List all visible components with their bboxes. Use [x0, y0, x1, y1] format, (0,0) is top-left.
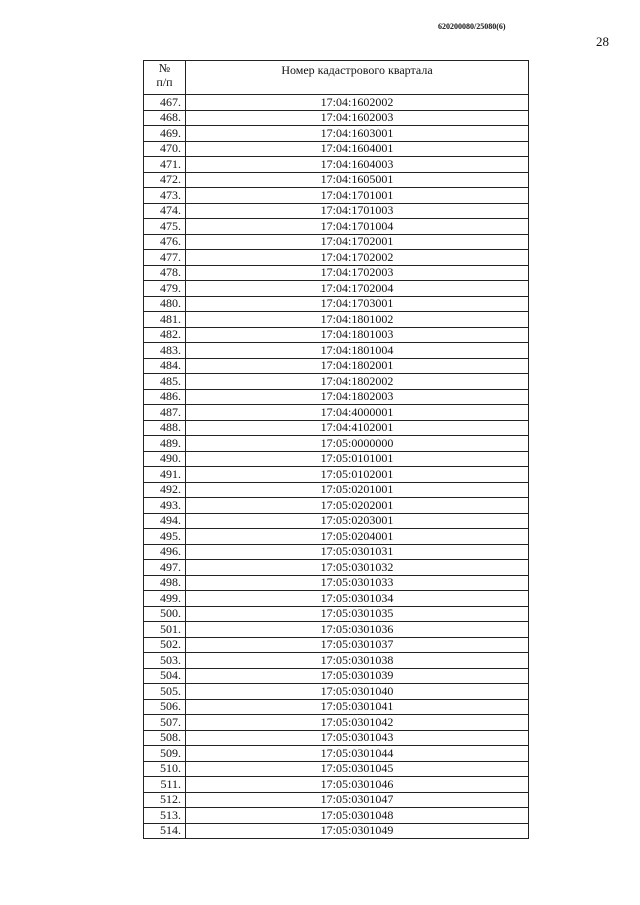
- row-number: 505.: [144, 684, 186, 700]
- header-number-abbrev: п/п: [156, 75, 173, 89]
- row-number: 476.: [144, 234, 186, 250]
- row-number: 511.: [144, 777, 186, 793]
- table-row: [144, 575, 529, 591]
- cadastral-quarter-number: 17:05:0301042: [186, 715, 529, 731]
- cadastral-quarter-number: 17:04:1802001: [186, 358, 529, 374]
- table-row: [144, 730, 529, 746]
- table-row: [144, 327, 529, 343]
- row-number: 502.: [144, 637, 186, 653]
- table-row: [144, 591, 529, 607]
- cadastral-quarter-number: 17:04:1801002: [186, 312, 529, 328]
- row-number: 498.: [144, 575, 186, 591]
- row-number: 486.: [144, 389, 186, 405]
- row-number: 478.: [144, 265, 186, 281]
- row-number: 496.: [144, 544, 186, 560]
- cadastral-quarter-number: 17:05:0301040: [186, 684, 529, 700]
- row-number: 506.: [144, 699, 186, 715]
- cadastral-quarter-number: 17:04:1702001: [186, 234, 529, 250]
- table-row: [144, 792, 529, 808]
- row-number: 477.: [144, 250, 186, 266]
- row-number: 495.: [144, 529, 186, 545]
- cadastral-quarter-number: 17:04:1802003: [186, 389, 529, 405]
- header-number-column: [144, 61, 186, 95]
- cadastral-quarter-number: 17:04:1701001: [186, 188, 529, 204]
- row-number: 508.: [144, 730, 186, 746]
- table-row: [144, 684, 529, 700]
- row-number: 493.: [144, 498, 186, 514]
- table-row: [144, 513, 529, 529]
- table-row: [144, 265, 529, 281]
- row-number: 487.: [144, 405, 186, 421]
- table-row: [144, 296, 529, 312]
- row-number: 474.: [144, 203, 186, 219]
- table-row: [144, 498, 529, 514]
- row-number: 485.: [144, 374, 186, 390]
- row-number: 481.: [144, 312, 186, 328]
- table-row: [144, 219, 529, 235]
- table-row: [144, 606, 529, 622]
- table-row: [144, 420, 529, 436]
- table-row: [144, 715, 529, 731]
- row-number: 482.: [144, 327, 186, 343]
- cadastral-quarter-number: 17:05:0101001: [186, 451, 529, 467]
- row-number: 489.: [144, 436, 186, 452]
- table-row: [144, 637, 529, 653]
- cadastral-quarter-number: 17:05:0201001: [186, 482, 529, 498]
- cadastral-quarter-number: 17:05:0301031: [186, 544, 529, 560]
- table-row: [144, 451, 529, 467]
- table-body: [144, 95, 529, 839]
- table-row: [144, 95, 529, 111]
- row-number: 500.: [144, 606, 186, 622]
- row-number: 468.: [144, 110, 186, 126]
- row-number: 488.: [144, 420, 186, 436]
- table-row: [144, 172, 529, 188]
- row-number: 480.: [144, 296, 186, 312]
- row-number: 504.: [144, 668, 186, 684]
- row-number: 512.: [144, 792, 186, 808]
- table-row: [144, 761, 529, 777]
- table-header-row: [144, 61, 529, 95]
- table-row: [144, 126, 529, 142]
- header-cadastral-number: Номер кадастрового квартала: [186, 61, 529, 95]
- document-number: 620200080/25080(6): [438, 22, 506, 31]
- cadastral-quarter-number: 17:05:0301038: [186, 653, 529, 669]
- table-row: [144, 823, 529, 839]
- row-number: 509.: [144, 746, 186, 762]
- table-row: [144, 281, 529, 297]
- table-row: [144, 622, 529, 638]
- cadastral-quarter-number: 17:05:0301044: [186, 746, 529, 762]
- row-number: 483.: [144, 343, 186, 359]
- table-row: [144, 110, 529, 126]
- table-row: [144, 746, 529, 762]
- row-number: 473.: [144, 188, 186, 204]
- row-number: 475.: [144, 219, 186, 235]
- cadastral-quarters-table: [143, 60, 529, 839]
- cadastral-quarter-number: 17:05:0301048: [186, 808, 529, 824]
- row-number: 490.: [144, 451, 186, 467]
- table-row: [144, 653, 529, 669]
- row-number: 513.: [144, 808, 186, 824]
- table-row: [144, 250, 529, 266]
- row-number: 467.: [144, 95, 186, 111]
- cadastral-quarter-number: 17:05:0301034: [186, 591, 529, 607]
- row-number: 497.: [144, 560, 186, 576]
- cadastral-quarter-number: 17:05:0102001: [186, 467, 529, 483]
- cadastral-quarter-number: 17:04:1603001: [186, 126, 529, 142]
- row-number: 470.: [144, 141, 186, 157]
- table-row: [144, 343, 529, 359]
- cadastral-quarter-number: 17:05:0301036: [186, 622, 529, 638]
- cadastral-quarter-number: 17:04:1604003: [186, 157, 529, 173]
- row-number: 501.: [144, 622, 186, 638]
- row-number: 492.: [144, 482, 186, 498]
- table-row: [144, 312, 529, 328]
- cadastral-quarter-number: 17:05:0301035: [186, 606, 529, 622]
- cadastral-quarter-number: 17:05:0301049: [186, 823, 529, 839]
- cadastral-quarter-number: 17:05:0301043: [186, 730, 529, 746]
- row-number: 479.: [144, 281, 186, 297]
- cadastral-quarter-number: 17:05:0203001: [186, 513, 529, 529]
- row-number: 469.: [144, 126, 186, 142]
- table-row: [144, 529, 529, 545]
- table-row: [144, 467, 529, 483]
- row-number: 507.: [144, 715, 186, 731]
- cadastral-quarter-number: 17:05:0301033: [186, 575, 529, 591]
- cadastral-quarter-number: 17:04:1702004: [186, 281, 529, 297]
- table-row: [144, 560, 529, 576]
- row-number: 510.: [144, 761, 186, 777]
- cadastral-quarter-number: 17:04:1802002: [186, 374, 529, 390]
- table-row: [144, 544, 529, 560]
- table-row: [144, 203, 529, 219]
- table-row: [144, 157, 529, 173]
- table-row: [144, 234, 529, 250]
- cadastral-quarter-number: 17:04:1702002: [186, 250, 529, 266]
- row-number: 471.: [144, 157, 186, 173]
- cadastral-quarter-number: 17:05:0301047: [186, 792, 529, 808]
- cadastral-quarter-number: 17:04:1701004: [186, 219, 529, 235]
- page-number: 28: [596, 34, 609, 49]
- cadastral-quarter-number: 17:05:0301037: [186, 637, 529, 653]
- table-row: [144, 699, 529, 715]
- table-row: [144, 405, 529, 421]
- table-row: [144, 188, 529, 204]
- cadastral-quarter-number: 17:05:0301045: [186, 761, 529, 777]
- row-number: 494.: [144, 513, 186, 529]
- cadastral-quarter-number: 17:05:0301046: [186, 777, 529, 793]
- table-row: [144, 374, 529, 390]
- row-number: 499.: [144, 591, 186, 607]
- cadastral-quarter-number: 17:05:0000000: [186, 436, 529, 452]
- row-number: 514.: [144, 823, 186, 839]
- cadastral-quarter-number: 17:04:1801003: [186, 327, 529, 343]
- row-number: 491.: [144, 467, 186, 483]
- cadastral-quarter-number: 17:04:1605001: [186, 172, 529, 188]
- table-row: [144, 141, 529, 157]
- cadastral-quarter-number: 17:05:0301039: [186, 668, 529, 684]
- cadastral-quarter-number: 17:04:1701003: [186, 203, 529, 219]
- table-row: [144, 389, 529, 405]
- cadastral-quarter-number: 17:04:4000001: [186, 405, 529, 421]
- table-row: [144, 436, 529, 452]
- cadastral-quarter-number: 17:04:4102001: [186, 420, 529, 436]
- cadastral-quarter-number: 17:04:1604001: [186, 141, 529, 157]
- cadastral-quarter-number: 17:05:0301041: [186, 699, 529, 715]
- row-number: 503.: [144, 653, 186, 669]
- cadastral-quarter-number: 17:05:0204001: [186, 529, 529, 545]
- cadastral-quarter-number: 17:04:1801004: [186, 343, 529, 359]
- cadastral-quarter-number: 17:05:0301032: [186, 560, 529, 576]
- row-number: 472.: [144, 172, 186, 188]
- table-row: [144, 808, 529, 824]
- table-row: [144, 358, 529, 374]
- cadastral-quarter-number: 17:04:1602003: [186, 110, 529, 126]
- cadastral-quarter-number: 17:04:1703001: [186, 296, 529, 312]
- row-number: 484.: [144, 358, 186, 374]
- table-row: [144, 482, 529, 498]
- table-row: [144, 777, 529, 793]
- cadastral-quarter-number: 17:04:1602002: [186, 95, 529, 111]
- cadastral-quarter-number: 17:04:1702003: [186, 265, 529, 281]
- cadastral-quarter-number: 17:05:0202001: [186, 498, 529, 514]
- table-row: [144, 668, 529, 684]
- header-number-symbol: №: [158, 61, 171, 75]
